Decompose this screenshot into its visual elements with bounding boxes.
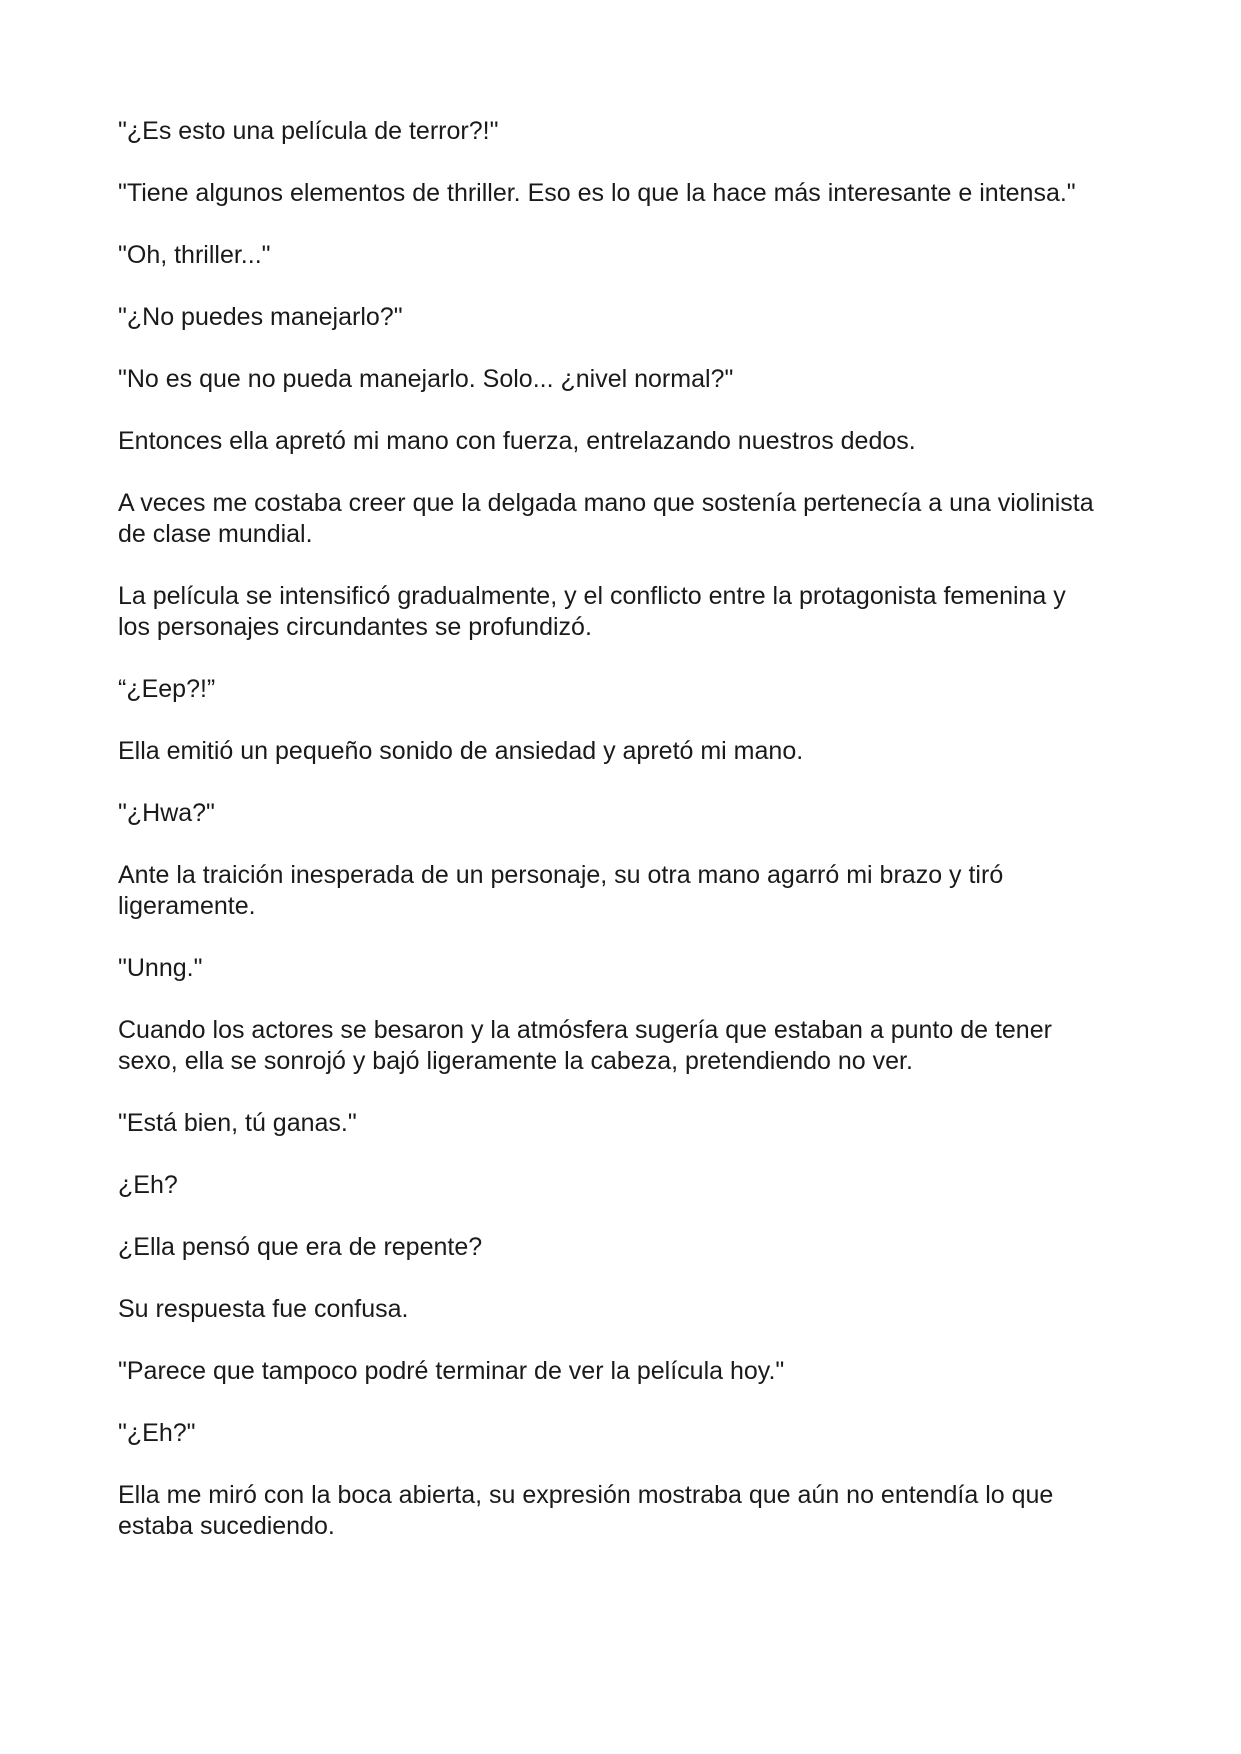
paragraph: "Oh, thriller..." (118, 241, 271, 269)
paragraph: "¿No puedes manejarlo?" (118, 303, 403, 331)
paragraph: Ella me miró con la boca abierta, su expresión mostraba que aún no entendía lo que estaba sucediendo. (118, 1481, 1054, 1540)
paragraph: ¿Ella pensó que era de repente? (118, 1233, 483, 1261)
paragraph: "Unng." (118, 954, 203, 982)
paragraph: "Tiene algunos elementos de thriller. Eso es lo que la hace más interesante e intensa." (118, 179, 1076, 207)
paragraph: Ante la traición inesperada de un personaje, su otra mano agarró mi brazo y tiró ligeramente. (118, 861, 1004, 920)
paragraph: Cuando los actores se besaron y la atmósfera sugería que estaban a punto de tener sexo, ella se sonrojó y bajó ligeramente la cabeza, pretendiendo no ver. (118, 1016, 1052, 1075)
paragraph: "No es que no pueda manejarlo. Solo... ¿nivel normal?" (118, 365, 734, 393)
paragraph: Entonces ella apretó mi mano con fuerza, entrelazando nuestros dedos. (118, 427, 916, 455)
paragraph: "Parece que tampoco podré terminar de ver la película hoy." (118, 1357, 785, 1385)
paragraph: "Está bien, tú ganas." (118, 1109, 357, 1137)
paragraph: A veces me costaba creer que la delgada mano que sostenía pertenecía a una violinista de clase mundial. (118, 489, 1094, 548)
paragraph: "¿Hwa?" (118, 799, 215, 827)
paragraph: “¿Eep?!” (118, 675, 216, 703)
paragraph: "¿Es esto una película de terror?!" (118, 117, 499, 145)
paragraph: Su respuesta fue confusa. (118, 1295, 409, 1323)
paragraph: Ella emitió un pequeño sonido de ansiedad y apretó mi mano. (118, 737, 804, 765)
paragraph: ¿Eh? (118, 1171, 178, 1199)
paragraph: La película se intensificó gradualmente, y el conflicto entre la protagonista femenina y los personajes circundantes se profundizó. (118, 582, 1066, 641)
document-body (118, 116, 1098, 1573)
paragraph: "¿Eh?" (118, 1419, 196, 1447)
